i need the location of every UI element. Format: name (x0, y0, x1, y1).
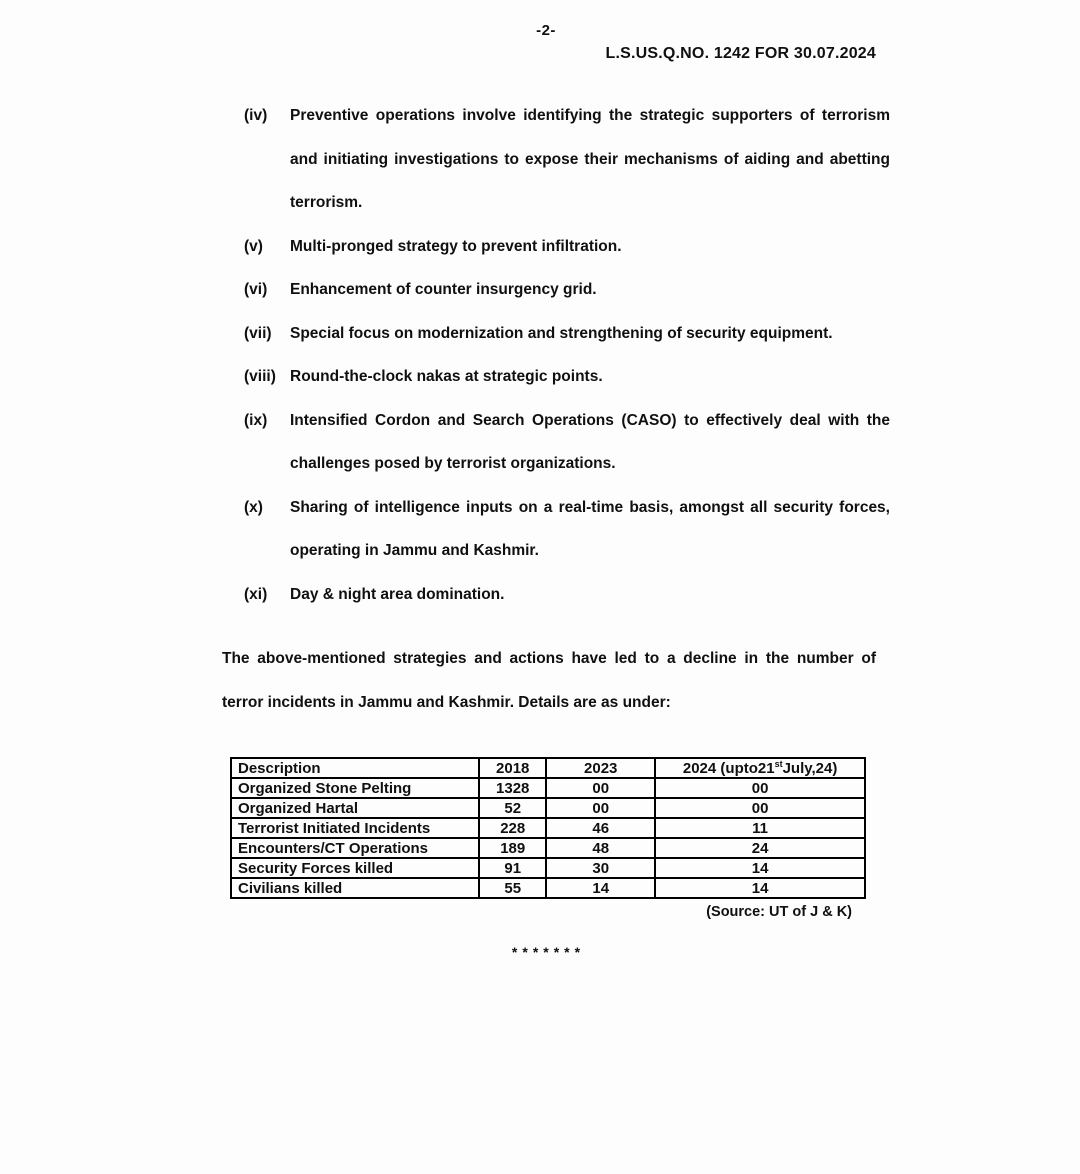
value-cell: 00 (546, 798, 655, 818)
table-row (231, 858, 865, 878)
table-header-row (231, 758, 865, 778)
statistics-table (230, 757, 866, 899)
value-cell: 48 (546, 838, 655, 858)
value-cell: 14 (546, 878, 655, 898)
list-item-text: Multi-pronged strategy to prevent infiltration. (290, 237, 622, 255)
page-number: -2- (536, 22, 556, 39)
list-item (244, 486, 890, 573)
list-item-text: Special focus on modernization and strengthening of security equipment. (290, 324, 833, 342)
value-cell: 00 (546, 778, 655, 798)
table-row (231, 818, 865, 838)
list-item-label: (vii) (244, 324, 272, 342)
list-item (244, 225, 890, 269)
value-cell: 11 (655, 818, 865, 838)
list-item-label: (vi) (244, 281, 268, 298)
list-item (244, 399, 890, 486)
row-label-cell: Organized Hartal (231, 798, 479, 818)
list-item-text: Intensified Cordon and Search Operations (CASO) to effectively deal with the challenges posed by terrorist organizations. (290, 411, 890, 472)
value-cell: 14 (655, 878, 865, 898)
col-header-2024-prefix: 2024 (upto21 (682, 759, 775, 777)
list-item-label: (xi) (244, 585, 268, 603)
table-row (231, 798, 865, 818)
value-cell: 14 (655, 858, 865, 878)
row-label-cell: Organized Stone Pelting (231, 778, 479, 798)
value-cell: 30 (546, 858, 655, 878)
list-item-text: Preventive operations involve identifying the strategic supporters of terrorism and initiating investigations to expose their mechanisms of aiding and abetting terrorism. (290, 107, 890, 211)
value-cell: 1328 (479, 778, 546, 798)
col-header-2024-superscript: st (774, 758, 783, 769)
value-cell: 55 (479, 878, 546, 898)
list-item (244, 312, 890, 356)
col-header-2018: 2018 (479, 758, 546, 778)
value-cell: 46 (546, 818, 655, 838)
list-item-text: Enhancement of counter insurgency grid. (290, 281, 597, 298)
summary-paragraph: The above-mentioned strategies and actions have led to a decline in the number of terror incidents in Jammu and Kashmir. Details are as under: (222, 650, 876, 711)
table-row (231, 878, 865, 898)
list-item-label: (x) (244, 498, 263, 516)
list-item-label: (iv) (244, 107, 268, 124)
table-row (231, 778, 865, 798)
list-item-text: Sharing of intelligence inputs on a real-time basis, amongst all security forces, operating in Jammu and Kashmir. (290, 498, 890, 559)
value-cell: 00 (655, 778, 865, 798)
row-label-cell: Civilians killed (231, 878, 479, 898)
list-item-label: (ix) (244, 411, 268, 429)
value-cell: 00 (655, 798, 865, 818)
row-label-cell: Encounters/CT Operations (231, 838, 479, 858)
list-item (244, 268, 890, 312)
table-source: (Source: UT of J & K) (706, 904, 852, 920)
end-of-document-marker: ******* (511, 944, 586, 960)
col-header-2024 (655, 758, 865, 778)
list-item (244, 573, 890, 617)
list-item (244, 355, 890, 399)
list-item-label: (viii) (244, 368, 276, 385)
row-label-cell: Terrorist Initiated Incidents (231, 818, 479, 838)
list-item-text: Day & night area domination. (290, 585, 505, 603)
col-header-2023: 2023 (546, 758, 655, 778)
strategy-list (244, 94, 890, 616)
value-cell: 52 (479, 798, 546, 818)
list-item-label: (v) (244, 237, 263, 255)
value-cell: 91 (479, 858, 546, 878)
row-label-cell: Security Forces killed (231, 858, 479, 878)
value-cell: 24 (655, 838, 865, 858)
value-cell: 228 (479, 818, 546, 838)
list-item-text: Round-the-clock nakas at strategic points. (290, 368, 603, 385)
col-header-description: Description (231, 758, 479, 778)
table-row (231, 838, 865, 858)
value-cell: 189 (479, 838, 546, 858)
col-header-2024-suffix: July,24) (782, 759, 838, 777)
list-item (244, 94, 890, 225)
document-reference: L.S.US.Q.NO. 1242 FOR 30.07.2024 (605, 45, 876, 62)
